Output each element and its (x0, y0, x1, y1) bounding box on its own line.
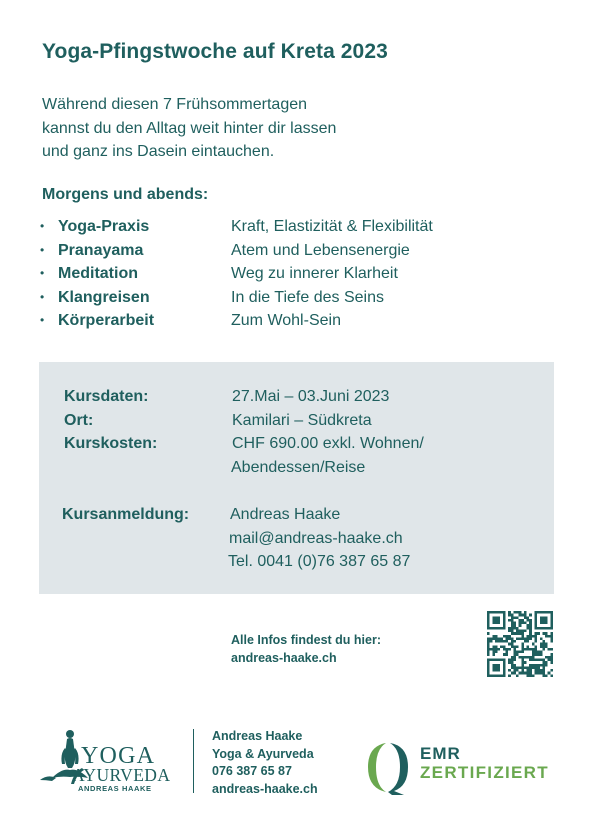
intro-line: und ganz ins Dasein eintauchen. (42, 143, 275, 160)
cost-value: CHF 690.00 exkl. Wohnen/ (232, 435, 424, 452)
place-label: Ort: (64, 412, 94, 429)
list-item (40, 215, 510, 239)
cost-label: Kurskosten: (64, 435, 158, 452)
bullet: • (40, 313, 45, 327)
contact-name: Andreas Haake (212, 729, 303, 743)
yoga-ayurveda-logo (38, 724, 188, 798)
schedule-heading: Morgens und abends: (42, 186, 209, 203)
page-title: Yoga-Pfingstwoche auf Kreta 2023 (42, 40, 388, 63)
register-email[interactable]: mail@andreas-haake.ch (229, 530, 403, 547)
bullet: • (40, 289, 45, 304)
intro-text (42, 93, 336, 164)
emr-label: EMR (420, 744, 461, 763)
practice-desc: Kraft, Elastizität & Flexibilität (231, 218, 433, 235)
practice-desc: Zum Wohl-Sein (231, 312, 341, 329)
practice-desc: Atem und Lebensenergie (231, 241, 410, 259)
intro-line: Während diesen 7 Frühsommertagen (42, 96, 308, 113)
bullet: • (40, 266, 45, 280)
practice-name: Pranayama (58, 241, 144, 259)
website-link[interactable]: andreas-haake.ch (231, 651, 337, 665)
practice-name: Klangreisen (58, 288, 150, 306)
logo-line-2: AYURVEDA (72, 765, 171, 785)
place-value: Kamilari – Südkreta (232, 412, 372, 429)
register-phone: Tel. 0041 (0)76 387 65 87 (228, 553, 411, 570)
emr-logo-icon (364, 740, 412, 795)
cost-value-cont: Abendessen/Reise (231, 459, 366, 476)
intro-line: kannst du den Alltag weit hinter dir lassen (42, 119, 337, 137)
practice-desc: In die Tiefe des Seins (231, 288, 384, 306)
logo-line-1: YOGA (81, 743, 156, 769)
practice-name: Körperarbeit (58, 312, 155, 329)
logo-line-3: ANDREAS HAAKE (78, 784, 152, 793)
list-item (40, 309, 510, 333)
more-info-label: Alle Infos findest du hier: (231, 633, 382, 647)
list-item (40, 262, 510, 286)
practice-name: Meditation (58, 265, 138, 282)
practice-desc: Weg zu innerer Klarheit (231, 265, 398, 282)
register-name: Andreas Haake (230, 506, 341, 523)
contact-phone: 076 387 65 87 (212, 764, 292, 778)
register-label: Kursanmeldung: (62, 506, 190, 523)
footer-divider (193, 729, 194, 793)
contact-web[interactable]: andreas-haake.ch (212, 781, 318, 796)
dates-label: Kursdaten: (64, 388, 149, 405)
certified-label: ZERTIFIZIERT (420, 763, 549, 782)
emr-certification (420, 744, 549, 782)
bullet: • (40, 219, 45, 233)
contact-block (212, 728, 318, 798)
more-info (231, 631, 381, 667)
dates-value: 27.Mai – 03.Juni 2023 (232, 388, 390, 405)
list-item (40, 239, 510, 263)
practice-list (40, 215, 510, 333)
qr-code[interactable] (487, 611, 553, 677)
bullet: • (40, 242, 45, 257)
list-item (40, 286, 510, 310)
practice-name: Yoga-Praxis (58, 218, 150, 235)
course-info-panel (39, 362, 554, 594)
contact-subtitle: Yoga & Ayurveda (212, 746, 314, 761)
